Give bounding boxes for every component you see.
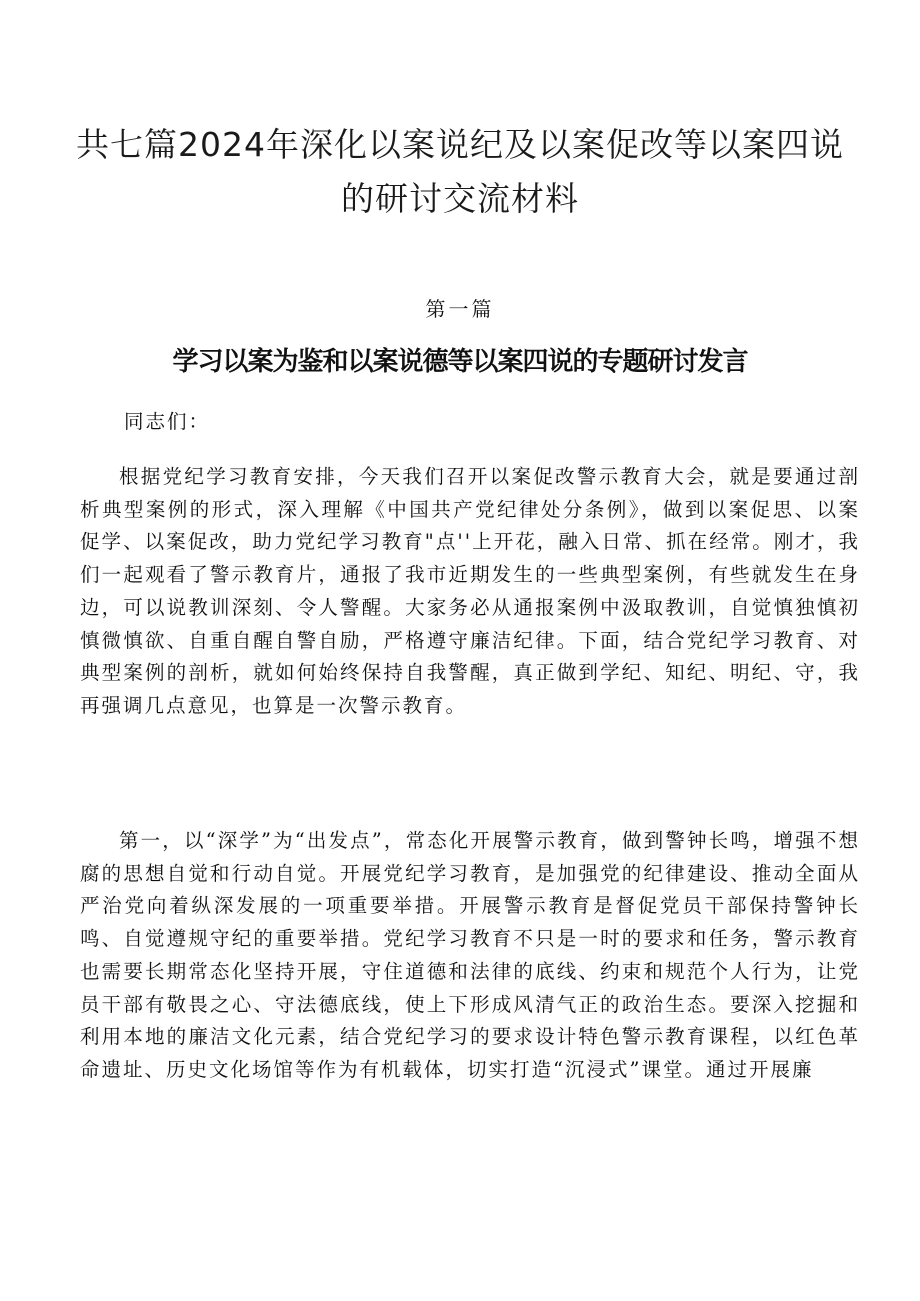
body-paragraph: 第一，以“深学”为“出发点”，常态化开展警示教育，做到警钟长鸣，增强不想腐的思想自觉和行动自觉。开展党纪学习教育，是加强党的纪律建设、推动全面从严治党向着纵深发展的一项重要举措。开展警示教育是督促党员干部保持警钟长鸣、自觉遵规守纪的重要举措。党纪学习教育不只是一时的要求和任务，警示教育也需要长期常态化坚持开展，守住道德和法律的底线、约束和规范个人行为，让党员干部有敬畏之心、守法德底线，使上下形成风清气正的政治生态。要深入挖掘和利用本地的廉洁文化元素，结合党纪学习的要求设计特色警示教育课程，以红色革命遗址、历史文化场馆等作为有机载体，切实打造“沉浸式”课堂。通过开展廉 (80, 829, 860, 1081)
section-title: 学习以案为鉴和以案说德等以案四说的专题研讨发言 (172, 347, 748, 377)
document-title: 共七篇2024年深化以案说纪及以案促改等以案四说的研讨交流材料 (76, 125, 844, 218)
chapter-label: 第一篇 (425, 297, 495, 321)
salutation: 同志们： (124, 410, 211, 433)
body-paragraph: 根据党纪学习教育安排，今天我们召开以案促改警示教育大会，就是要通过剖析典型案例的形式，深入理解《中国共产党纪律处分条例》，做到以案促思、以案促学、以案促改，助力党纪学习教育"点''上开花，融入日常、抓在经常。刚才，我们一起观看了警示教育片，通报了我市近期发生的一些典型案例，有些就发生在身边，可以说教训深刻、令人警醒。大家务必从通报案例中汲取教训，自觉慎独慎初慎微慎欲、自重自醒自警自励，严格遵守廉洁纪律。下面，结合党纪学习教育、对典型案例的剖析，就如何始终保持自我警醒，真正做到学纪、知纪、明纪、守，我再强调几点意见，也算是一次警示教育。 (80, 465, 860, 717)
